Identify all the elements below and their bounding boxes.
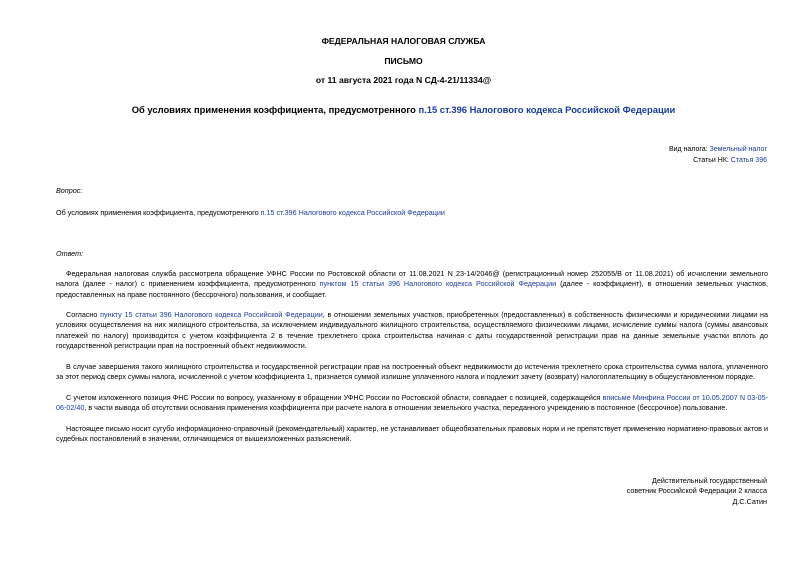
answer-p2-link[interactable]: пункту 15 статьи 396 Налогового кодекса Российской Федерации [100, 310, 323, 319]
answer-paragraph-4 [56, 393, 768, 414]
answer-paragraph-5: Настоящее письмо носит сугубо информационно-справочный (рекомендательный) характер, не устанавливает общеобязательных правовых норм и не препятствует применению нормативно-правовых актов и судебных постановлений в значении, отличающемся от вышеизложенных разъяснений. [56, 424, 768, 444]
question-prefix: Об условиях применения коэффициента, предусмотренного [56, 208, 261, 217]
answer-p2-text-b: , в отношении земельных участков, приобретенных (предоставленных) в собственность физическими и юридическими лицами на условиях осуществления на них жилищного строительства, за исключением индивидуального жилищного строительства, осуществляемого физическими лицами, исчисление суммы налога (суммы авансовых платежей по налогу) производится с учетом коэффициента 2 в течение трехлетнего срока строительства начиная с даты государственной регистрации прав на данные земельные участки вплоть до государственной регистрации прав на построенный объект недвижимости. [56, 310, 769, 351]
question-link[interactable]: п.15 ст.396 Налогового кодекса Российской Федерации [260, 208, 445, 217]
doc-type: ПИСЬМО [384, 56, 423, 66]
question-text [56, 208, 768, 218]
answer-paragraph-1 [56, 269, 768, 300]
articles-link[interactable]: Статья 396 [730, 157, 767, 164]
signature-block [627, 476, 767, 507]
answer-p1-link[interactable]: пунктом 15 статьи 396 Налогового кодекса Российской Федерации [319, 279, 557, 289]
answer-p4-text-a: С учетом изложенного позиция ФНС России по вопросу, указанному в обращении УФНС России по Ростовской области, совпадает с позицией, содержащейся [66, 393, 603, 402]
tax-type-line [669, 144, 767, 155]
signature-name: Д.С.Сатин [732, 496, 767, 506]
answer-paragraph-2 [56, 310, 768, 352]
subject-link[interactable]: п.15 ст.396 Налогового кодекса Российской Федерации [418, 104, 676, 115]
answer-p4-link[interactable]: вписьме Минфина России от 10.05.2007 N 03-05-06-02/40 [56, 393, 769, 413]
answer-label: Ответ: [56, 249, 84, 258]
articles-line [693, 155, 767, 166]
answer-p1-text-a: Федеральная налоговая служба рассмотрела обращение УФНС России по Ростовской области от 11.08.2021 N 23-14/2046@ (регистрационный номер 252055/В от 11.08.2021) об исчислении земельного налога (далее - налог) с применением коэффициента, предусмотренного [56, 269, 768, 289]
answer-p4-text-b: , в части вывода об отсутствии основания применения коэффициента при расчете налога в отношении земельного участка, переданного учреждению в постоянное (бессрочное) пользование. [84, 403, 728, 413]
agency-title: ФЕДЕРАЛЬНАЯ НАЛОГОВАЯ СЛУЖБА [321, 36, 486, 46]
answer-p2-text-a: Согласно [66, 310, 101, 319]
answer-p1-text-b: (далее - коэффициент), в отношении земельных участков, предоставленных на праве постоянного (бессрочного) пользования, и сообщает. [56, 279, 768, 299]
doc-subject [40, 104, 767, 116]
articles-label: Статьи НК: [693, 157, 731, 164]
tax-type-link[interactable]: Земельный налог [709, 146, 767, 153]
signature-line-1: Действительный государственный [652, 476, 767, 485]
subject-text: Об условиях применения коэффициента, предусмотренного [131, 104, 419, 115]
signature-line-2: советник Российской Федерации 2 класса [626, 486, 767, 496]
doc-date-number: от 11 августа 2021 года N СД-4-21/11334@ [315, 75, 492, 85]
tax-type-label: Вид налога: [668, 146, 710, 153]
question-label: Вопрос: [56, 186, 83, 195]
answer-paragraph-3: В случае завершения такого жилищного строительства и государственной регистрации прав на построенный объект недвижимости до истечения трехлетнего срока строительства сумма налога, уплаченного за этот период сверх суммы налога, исчисленной с учетом коэффициента 1, признается суммой излишне уплаченного налога и подлежит зачету (возврату) налогоплательщику в общеустановленном порядке. [56, 362, 768, 382]
